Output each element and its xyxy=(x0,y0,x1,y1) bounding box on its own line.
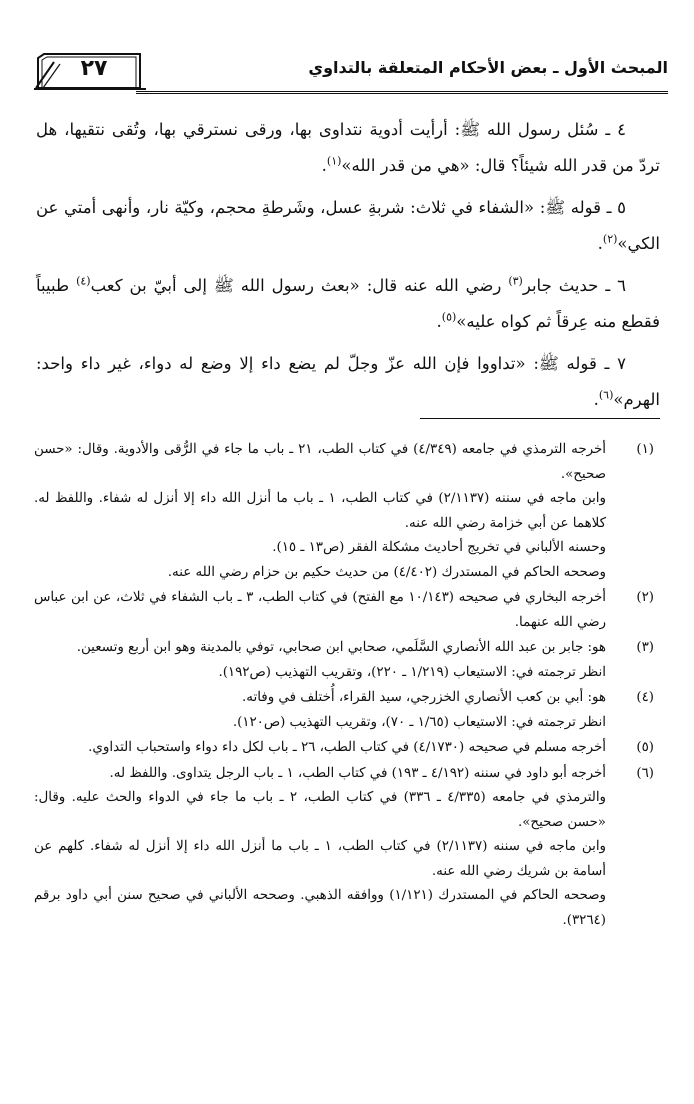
paragraph-text: ٧ ـ قوله ﷺ: «تداووا فإن الله عزّ وجلّ لم يضع داء إلا وضع له دواء، غير داء واحد: الهرم» xyxy=(36,354,660,409)
footnote-1 xyxy=(34,438,658,585)
main-text xyxy=(36,112,660,424)
paragraph-tail: . xyxy=(597,234,603,253)
footnote-line: والترمذي في جامعه (٤/٣٣٥ ـ ٣٣٦) في كتاب الطب، ٢ ـ باب ما جاء في الدواء والحث عليه. وقال: «حسن صحيح». xyxy=(34,790,607,830)
footnote-line: وصححه الحاكم في المستدرك (١/١٢١) ووافقه الذهبي. وصححه الألباني في صحيح سنن أبي داود برقم (٣٢٦٤). xyxy=(34,888,606,928)
paragraph-tail: . xyxy=(436,312,442,331)
footnote-number: (١) xyxy=(636,442,654,457)
paragraph-5 xyxy=(36,190,660,262)
footnote-line: أخرجه البخاري في صحيحه (١٠/١٤٣ مع الفتح) في كتاب الطب، ٣ ـ باب الشفاء في ثلاث، عن ابن عباس رضي الله عنهما. xyxy=(34,590,607,630)
footnote-line: هو: جابر بن عبد الله الأنصاري السَّلَمي، صحابي ابن صحابي، توفي بالمدينة وهو ابن أربع وتسعين. xyxy=(76,640,606,655)
footnote-line: انظر ترجمته في: الاستيعاب (١/٦٥ ـ ٧٠)، وتقريب التهذيب (ص١٢٠). xyxy=(232,714,606,730)
footnote-number: (٤) xyxy=(636,690,654,705)
chapter-title: المبحث الأول ـ بعض الأحكام المتعلقة بالتداوي xyxy=(308,58,668,77)
paragraph-text: ٦ ـ حديث جابر xyxy=(522,276,627,295)
footnote-ref: (٣) xyxy=(508,274,523,288)
footnote-6 xyxy=(34,762,658,934)
paragraph-text: رضي الله عنه قال: «بعث رسول الله ﷺ إلى أبيّ بن كعب xyxy=(90,276,509,295)
paragraph-4 xyxy=(36,112,660,184)
footnote-divider xyxy=(420,418,660,419)
footnote-number: (٣) xyxy=(636,640,654,655)
page-number-frame xyxy=(34,52,146,92)
footnote-line: أخرجه مسلم في صحيحه (٤/١٧٣٠) في كتاب الطب، ٢٦ ـ باب لكل داء دواء واستحباب التداوي. xyxy=(88,740,606,755)
footnote-number: (٥) xyxy=(636,740,654,755)
footnote-ref: (٢) xyxy=(602,232,618,246)
footnote-4 xyxy=(34,686,658,735)
footnote-number: (٢) xyxy=(636,590,654,605)
paragraph-tail: . xyxy=(321,156,327,175)
footnote-line: انظر ترجمته في: الاستيعاب (١/٢١٩ ـ ٢٢٠)، وتقريب التهذيب (ص١٩٢). xyxy=(218,664,606,680)
footnotes xyxy=(34,438,658,934)
header-rule xyxy=(136,91,668,94)
footnote-line: وابن ماجه في سننه (٢/١١٣٧) في كتاب الطب، ١ ـ باب ما أنزل الله داء إلا أنزل له شفاء. واللفظ له. كلاهما عن أبي خزامة رضي الله عنه. xyxy=(34,491,606,531)
running-header xyxy=(28,52,668,96)
footnote-5 xyxy=(34,736,658,761)
footnote-line: وحسنه الألباني في تخريج أحاديث مشكلة الفقر (ص١٣ ـ ١٥). xyxy=(272,540,606,555)
footnote-ref: (٥) xyxy=(441,310,457,324)
paragraph-text: ٤ ـ سُئل رسول الله ﷺ: أرأيت أدوية نتداوى بها، ورقى نسترقي بها، وتُقى نتقيها، هل تردّ من قدر الله شيئاً؟ قال: «هي من قدر الله» xyxy=(36,120,660,175)
paragraph-text: ٥ ـ قوله ﷺ: «الشفاء في ثلاث: شربةِ عسل، وشَرطةِ محجم، وكيّة نار، وأنهى أمتي عن الكي» xyxy=(36,198,660,253)
footnote-number: (٦) xyxy=(636,765,654,781)
paragraph-6 xyxy=(36,268,660,340)
footnote-line: أخرجه أبو داود في سننه (٤/١٩٢ ـ ١٩٣) في كتاب الطب، ١ ـ باب الرجل يتداوى. واللفظ له. xyxy=(109,765,606,781)
footnote-ref: (٤) xyxy=(76,274,91,288)
footnote-line: وابن ماجه في سننه (٢/١١٣٧) في كتاب الطب، ١ ـ باب ما أنزل الله داء إلا أنزل له شفاء. كلهم عن أسامة بن شريك رضي الله عنه. xyxy=(34,839,606,879)
footnote-line: وصححه الحاكم في المستدرك (٤/٤٠٢) من حديث حكيم بن حزام رضي الله عنه. xyxy=(167,564,606,580)
footnote-ref: (٦) xyxy=(598,388,614,402)
page-number: ٢٧ xyxy=(80,56,108,81)
paragraph-tail: . xyxy=(593,390,599,409)
footnote-ref: (١) xyxy=(326,154,342,168)
paragraph-7 xyxy=(36,346,660,418)
footnote-line: هو: أبي بن كعب الأنصاري الخزرجي، سيد القراء، أُختلف في وفاته. xyxy=(242,690,606,705)
footnote-3 xyxy=(34,636,658,685)
footnote-2 xyxy=(34,586,658,635)
footnote-line: أخرجه الترمذي في جامعه (٤/٣٤٩) في كتاب الطب، ٢١ ـ باب ما جاء في الرُّقى والأدوية. وقال: «حسن صحيح». xyxy=(34,442,606,482)
paragraph-text: طبيباً فقطع منه عِرقاً ثم كواه عليه» xyxy=(36,276,660,331)
